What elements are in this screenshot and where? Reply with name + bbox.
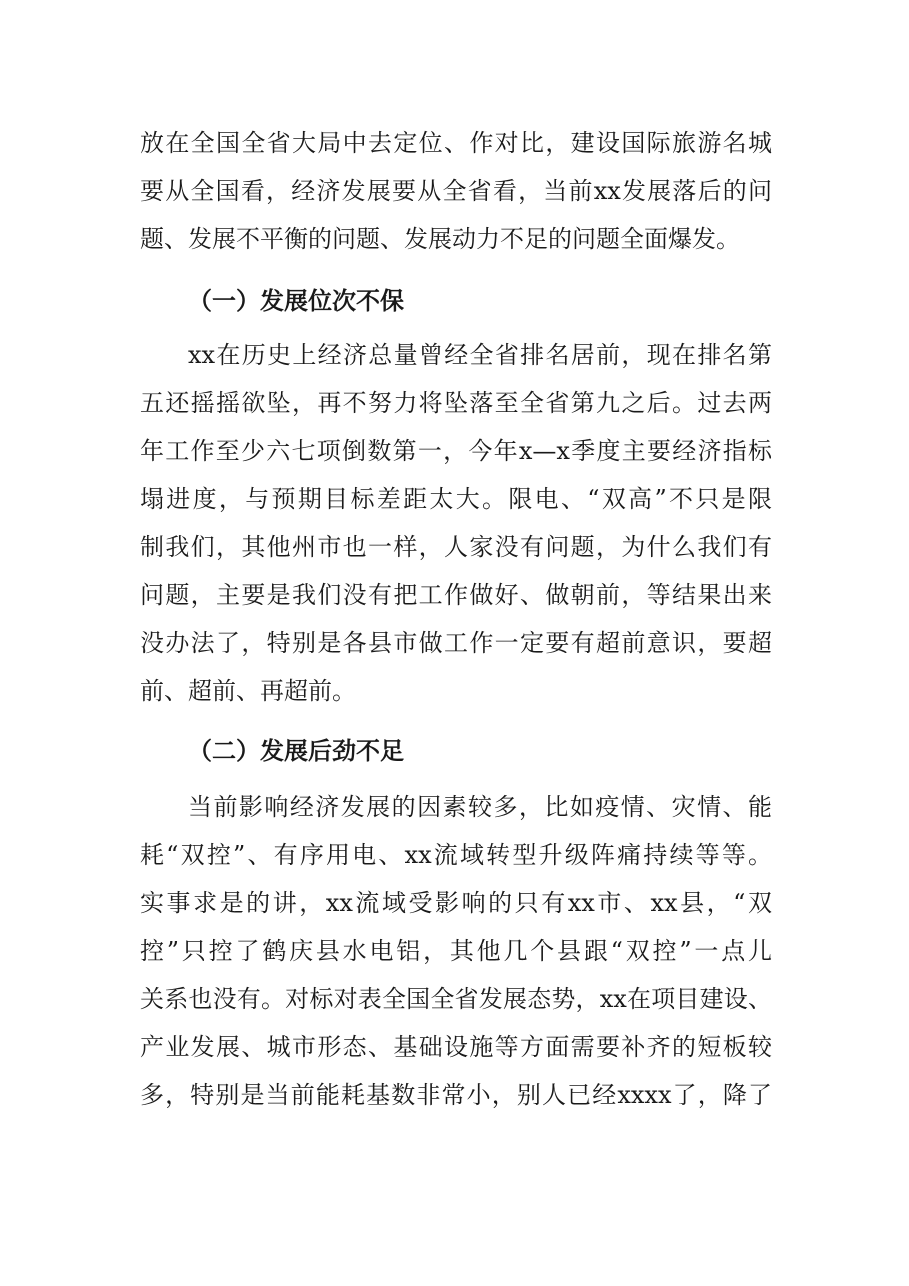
paragraph-line: 当前影响经济发展的因素较多，比如疫情、灾情、能 [188, 793, 772, 821]
paragraph-line: 五还摇摇欲坠，再不努力将坠落至全省第九之后。过去两 [140, 389, 772, 417]
paragraph-line: 产业发展、城市形态、基础设施等方面需要补齐的短板较 [140, 1033, 772, 1061]
paragraph-line: xx在历史上经济总量曾经全省排名居前，现在排名第 [188, 341, 772, 369]
paragraph-line: 关系也没有。对标对表全国全省发展态势，xx在项目建设、 [140, 985, 772, 1013]
paragraph-line: 耗“双控”、有序用电、xx流域转型升级阵痛持续等等。 [140, 841, 772, 869]
paragraph-line: 制我们，其他州市也一样，人家没有问题，为什么我们有 [140, 533, 772, 561]
paragraph-line: 问题，主要是我们没有把工作做好、做朝前，等结果出来 [140, 581, 772, 609]
section-heading-1: （一）发展位次不保 [188, 287, 404, 315]
paragraph-line: 年工作至少六七项倒数第一，今年x—x季度主要经济指标 [140, 437, 772, 465]
paragraph-line: 多，特别是当前能耗基数非常小，别人已经xxxx了，降了 [140, 1081, 772, 1109]
paragraph-line: 没办法了，特别是各县市做工作一定要有超前意识，要超 [140, 629, 772, 657]
section-heading-2: （二）发展后劲不足 [188, 737, 404, 765]
paragraph-line: 实事求是的讲，xx流域受影响的只有xx市、xx县，“双 [140, 889, 772, 917]
paragraph-line: 塌进度，与预期目标差距太大。限电、“双高”不只是限 [140, 485, 772, 513]
paragraph-line: 题、发展不平衡的问题、发展动力不足的问题全面爆发。 [140, 225, 740, 253]
paragraph-line: 要从全国看，经济发展要从全省看，当前xx发展落后的问 [140, 177, 772, 205]
paragraph-line: 放在全国全省大局中去定位、作对比，建设国际旅游名城 [140, 129, 772, 157]
paragraph-line: 前、超前、再超前。 [140, 677, 356, 705]
paragraph-line: 控”只控了鹤庆县水电铝，其他几个县跟“双控”一点儿 [140, 937, 772, 965]
